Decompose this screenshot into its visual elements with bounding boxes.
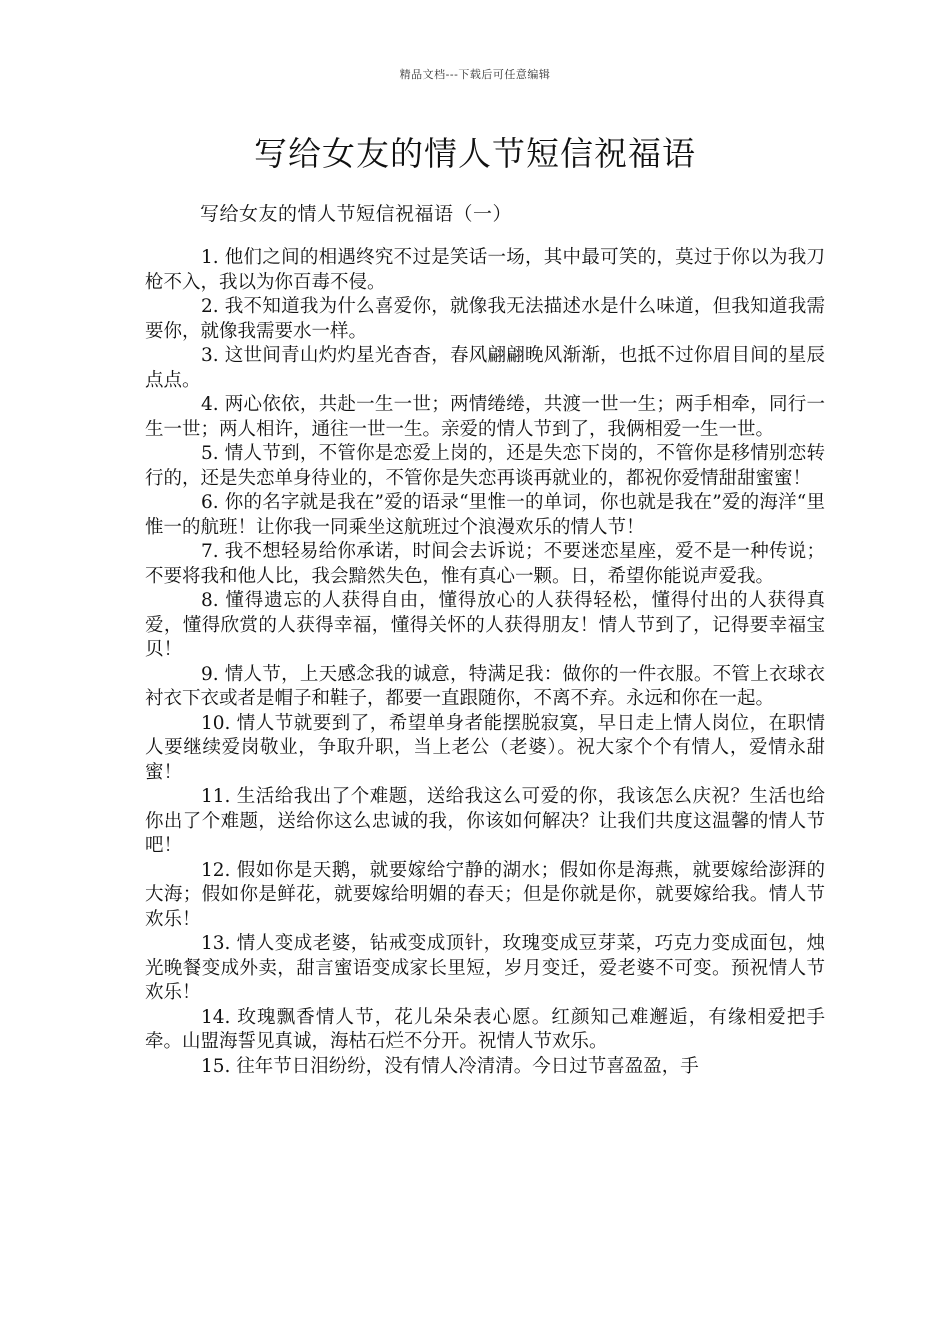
list-item: 2. 我不知道我为什么喜爱你，就像我无法描述水是什么味道，但我知道我需要你，就像我需要水一样。 xyxy=(145,296,825,342)
list-item: 12. 假如你是天鹅，就要嫁给宁静的湖水；假如你是海燕，就要嫁给澎湃的大海；假如你是鲜花，就要嫁给明媚的春天；但是你就是你，就要嫁给我。情人节欢乐！ xyxy=(145,859,825,930)
list-item: 8. 懂得遗忘的人获得自由，懂得放心的人获得轻松，懂得付出的人获得真爱，懂得欣赏的人获得幸福，懂得关怀的人获得朋友！情人节到了，记得要幸福宝贝！ xyxy=(145,590,825,660)
list-item: 9. 情人节，上天感念我的诚意，特满足我：做你的一件衣服。不管上衣球衣衬衣下衣或者是帽子和鞋子，都要一直跟随你，不离不弃。永远和你在一起。 xyxy=(145,663,825,709)
document-title: 写给女友的情人节短信祝福语 xyxy=(254,134,696,173)
list-item: 5. 情人节到，不管你是恋爱上岗的，还是失恋下岗的，不管你是移情别恋转行的，还是失恋单身待业的，不管你是失恋再谈再就业的，都祝你爱情甜甜蜜蜜！ xyxy=(145,443,825,489)
list-item: 7. 我不想轻易给你承诺，时间会去诉说；不要迷恋星座，爱不是一种传说；不要将我和他人比，我会黯然失色，惟有真心一颗。日，希望你能说声爱我。 xyxy=(145,541,825,587)
list-item: 3. 这世间青山灼灼星光杳杳，春风翩翩晚风渐渐，也抵不过你眉目间的星辰点点。 xyxy=(145,345,825,391)
list-item: 6. 你的名字就是我在”爱的语录“里惟一的单词，你也就是我在”爱的海洋“里惟一的航班！让你我一同乘坐这航班过个浪漫欢乐的情人节！ xyxy=(145,492,825,538)
list-item: 10. 情人节就要到了，希望单身者能摆脱寂寞，早日走上情人岗位，在职情人要继续爱岗敬业，争取升职，当上老公（老婆）。祝大家个个有情人，爱情永甜蜜！ xyxy=(145,712,825,783)
list-item: 11. 生活给我出了个难题，送给我这么可爱的你，我该怎么庆祝？生活也给你出了个难题，送给你这么忠诚的我，你该如何解决？让我们共度这温馨的情人节吧！ xyxy=(145,786,825,856)
section-subtitle: 写给女友的情人节短信祝福语（一） xyxy=(200,203,513,225)
document-body xyxy=(145,246,825,1079)
list-item: 1. 他们之间的相遇终究不过是笑话一场，其中最可笑的，莫过于你以为我刀枪不入，我以为你百毒不侵。 xyxy=(145,247,825,293)
list-item: 14. 玫瑰飘香情人节，花儿朵朵表心愿。红颜知己难邂逅，有缘相爱把手牵。山盟海誓见真诚，海枯石烂不分开。祝情人节欢乐。 xyxy=(145,1006,825,1052)
list-item: 15. 往年节日泪纷纷，没有情人冷清清。今日过节喜盈盈，手 xyxy=(201,1055,699,1077)
list-item: 13. 情人变成老婆，钻戒变成顶针，玫瑰变成豆芽菜，巧克力变成面包，烛光晚餐变成外卖，甜言蜜语变成家长里短，岁月变迁，爱老婆不可变。预祝情人节欢乐！ xyxy=(145,933,825,1003)
header-note: 精品文档---下载后可任意编辑 xyxy=(399,68,551,81)
list-item: 4. 两心依依，共赴一生一世；两情绻绻，共渡一世一生；两手相牵，同行一生一世；两人相许，通往一世一生。亲爱的情人节到了，我俩相爱一生一世。 xyxy=(145,394,825,440)
